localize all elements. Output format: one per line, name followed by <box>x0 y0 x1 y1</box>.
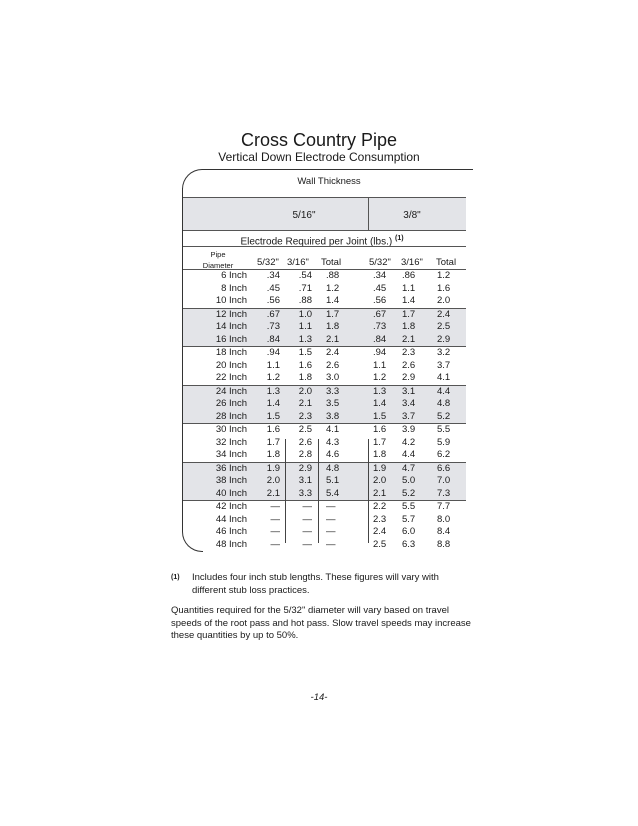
col-header-a-5-32: 5/32" <box>257 257 279 268</box>
wall-size-3-8: 3/8" <box>403 210 421 221</box>
table-row <box>183 309 466 322</box>
value-cell: 1.8 <box>298 372 312 383</box>
value-cell: 2.5 <box>373 538 387 550</box>
value-cell: 8.8 <box>437 538 451 550</box>
value-cell: 3.8 <box>326 410 340 422</box>
value-cell: 3.9 <box>402 424 416 435</box>
value-cell: 1.8 <box>326 321 340 332</box>
value-cell: 4.1 <box>326 424 340 435</box>
pipe-diameter-cell: 18 Inch <box>215 347 247 358</box>
value-cell: 1.1 <box>373 359 387 371</box>
table-row <box>183 501 466 514</box>
value-cell: 5.4 <box>326 487 340 499</box>
value-cell: .45 <box>266 282 280 294</box>
value-cell: — <box>270 501 280 512</box>
value-cell: — <box>270 526 280 537</box>
value-cell: — <box>270 513 280 525</box>
table-row <box>183 488 466 502</box>
value-cell: 4.8 <box>437 398 451 409</box>
value-cell: 2.3 <box>298 410 312 422</box>
value-cell: 3.1 <box>402 385 416 397</box>
table-row <box>183 295 466 309</box>
col-separator-2 <box>318 439 319 543</box>
table-row <box>183 437 466 450</box>
value-cell: 2.2 <box>373 501 387 512</box>
value-cell: 2.3 <box>402 347 416 358</box>
value-cell: 1.9 <box>373 462 387 474</box>
value-cell: 2.1 <box>266 487 280 499</box>
col-header-a-total: Total <box>321 257 342 268</box>
value-cell: .73 <box>266 321 280 332</box>
wall-size-5-16: 5/16" <box>292 210 316 221</box>
value-cell: 1.4 <box>402 295 416 306</box>
value-cell: .86 <box>402 270 416 281</box>
value-cell: 2.0 <box>373 475 387 486</box>
value-cell: 7.3 <box>437 487 451 499</box>
value-cell: 1.9 <box>266 462 280 474</box>
value-cell: — <box>302 501 312 512</box>
wall-thickness-label: Wall Thickness <box>297 176 361 187</box>
value-cell: 2.9 <box>298 462 312 474</box>
value-cell: .94 <box>373 347 387 358</box>
table-row <box>183 347 466 360</box>
value-cell: 2.4 <box>373 526 387 537</box>
value-cell: 1.1 <box>298 321 312 332</box>
pipe-diameter-cell: 34 Inch <box>215 449 247 460</box>
value-cell: 2.8 <box>298 449 312 460</box>
value-cell: 1.1 <box>266 359 280 371</box>
value-cell: 1.7 <box>326 308 340 320</box>
value-cell: .56 <box>373 295 387 306</box>
value-cell: 1.4 <box>373 398 387 409</box>
value-cell: 4.1 <box>437 372 451 383</box>
table-row <box>183 463 466 476</box>
value-cell: .34 <box>266 270 280 281</box>
value-cell: 4.4 <box>437 385 451 397</box>
table-row <box>183 372 466 386</box>
electrode-label-text: Electrode Required per Joint (lbs.) <box>240 236 393 248</box>
pipe-diameter-cell: 6 Inch <box>221 270 247 281</box>
page-title: Cross Country Pipe <box>240 130 398 150</box>
value-cell: 1.2 <box>266 372 280 383</box>
value-cell: 4.7 <box>402 462 416 474</box>
value-cell: .71 <box>298 282 312 294</box>
col-separator-1 <box>285 439 286 543</box>
value-cell: — <box>302 538 312 550</box>
value-cell: 6.0 <box>402 526 416 537</box>
table-body <box>183 270 466 551</box>
value-cell: 1.6 <box>437 282 451 294</box>
value-cell: 7.7 <box>437 501 451 512</box>
value-cell: 1.5 <box>373 410 387 422</box>
value-cell: 2.1 <box>326 333 340 345</box>
value-cell: .67 <box>266 308 280 320</box>
col-header-b-total: Total <box>436 257 457 268</box>
value-cell: 3.5 <box>326 398 340 409</box>
pipe-header-line1: Pipe <box>210 250 226 259</box>
table-row <box>183 526 466 539</box>
pipe-diameter-cell: 30 Inch <box>215 424 247 435</box>
value-cell: 2.4 <box>437 308 451 320</box>
value-cell: 3.3 <box>326 385 340 397</box>
footnote-text: Includes four inch stub lengths. These figures will vary with different stub loss practices. <box>192 572 439 596</box>
quantities-note: Quantities required for the 5/32" diameter will vary based on travel speeds of the root pass and hot pass. Slow travel speeds may increase these quantities by up to 50%. <box>171 605 471 641</box>
value-cell: 7.0 <box>437 475 451 486</box>
pipe-diameter-cell: 24 Inch <box>215 385 247 397</box>
value-cell: 8.4 <box>437 526 451 537</box>
value-cell: 2.6 <box>402 359 416 371</box>
table-row <box>183 334 466 348</box>
value-cell: 2.0 <box>266 475 280 486</box>
consumption-table <box>182 169 466 551</box>
col-header-b-5-32: 5/32" <box>369 257 391 268</box>
pipe-diameter-cell: 42 Inch <box>215 501 247 512</box>
value-cell: 1.0 <box>298 308 312 320</box>
table-row <box>183 321 466 334</box>
value-cell: 1.6 <box>266 424 280 435</box>
value-cell: — <box>326 513 336 525</box>
value-cell: 3.7 <box>437 359 451 371</box>
value-cell: 2.6 <box>298 436 312 448</box>
table-row <box>183 514 466 527</box>
value-cell: 1.2 <box>373 372 387 383</box>
footnote <box>171 572 471 597</box>
value-cell: 1.2 <box>326 282 340 294</box>
pipe-diameter-cell: 46 Inch <box>215 526 247 537</box>
value-cell: .54 <box>298 270 312 281</box>
table-row <box>183 283 466 296</box>
value-cell: 3.1 <box>298 475 312 486</box>
pipe-diameter-cell: 12 Inch <box>215 308 247 320</box>
table-row <box>183 411 466 425</box>
value-cell: .88 <box>326 270 340 281</box>
value-cell: — <box>326 501 336 512</box>
value-cell: .94 <box>266 347 280 358</box>
page-subtitle: Vertical Down Electrode Consumption <box>218 150 420 164</box>
value-cell: 5.7 <box>402 513 416 525</box>
value-cell: 2.6 <box>326 359 340 371</box>
pipe-diameter-cell: 36 Inch <box>215 462 247 474</box>
pipe-diameter-cell: 10 Inch <box>215 295 247 306</box>
value-cell: 5.2 <box>402 487 416 499</box>
value-cell: — <box>270 538 280 550</box>
value-cell: 1.1 <box>402 282 416 294</box>
value-cell: 3.7 <box>402 410 416 422</box>
pipe-diameter-cell: 44 Inch <box>215 513 247 525</box>
col-header-b-3-16: 3/16" <box>401 257 423 268</box>
value-cell: 5.0 <box>402 475 416 486</box>
value-cell: 1.4 <box>266 398 280 409</box>
table-row <box>183 398 466 411</box>
value-cell: 8.0 <box>437 513 451 525</box>
table-row <box>183 424 466 437</box>
value-cell: 1.3 <box>373 385 387 397</box>
value-cell: .84 <box>266 333 280 345</box>
value-cell: 5.5 <box>402 501 416 512</box>
value-cell: 2.0 <box>437 295 451 306</box>
value-cell: 1.3 <box>266 385 280 397</box>
value-cell: 1.7 <box>266 436 280 448</box>
table-row <box>183 360 466 373</box>
table-row <box>183 539 466 552</box>
value-cell: 1.7 <box>402 308 416 320</box>
value-cell: 1.2 <box>437 270 451 281</box>
value-cell: 2.5 <box>298 424 312 435</box>
value-cell: 5.9 <box>437 436 451 448</box>
value-cell: 2.4 <box>326 347 340 358</box>
table-row <box>183 386 466 399</box>
value-cell: 4.2 <box>402 436 416 448</box>
pipe-diameter-cell: 40 Inch <box>215 487 247 499</box>
value-cell: 1.3 <box>298 333 312 345</box>
value-cell: 2.1 <box>402 333 416 345</box>
value-cell: 1.5 <box>266 410 280 422</box>
value-cell: 6.2 <box>437 449 451 460</box>
footnote-mark: (1) <box>171 574 180 581</box>
value-cell: 2.9 <box>402 372 416 383</box>
value-cell: 2.3 <box>373 513 387 525</box>
value-cell: 4.3 <box>326 436 340 448</box>
pipe-diameter-header <box>190 249 246 271</box>
value-cell: .45 <box>373 282 387 294</box>
value-cell: .84 <box>373 333 387 345</box>
electrode-footnote-mark: (1) <box>394 235 404 242</box>
value-cell: — <box>326 526 336 537</box>
col-separator-3 <box>368 439 369 543</box>
value-cell: 2.1 <box>373 487 387 499</box>
value-cell: .67 <box>373 308 387 320</box>
value-cell: 5.1 <box>326 475 340 486</box>
wall-size-divider <box>368 197 369 230</box>
value-cell: 3.2 <box>437 347 451 358</box>
pipe-diameter-cell: 48 Inch <box>215 538 247 550</box>
value-cell: 6.3 <box>402 538 416 550</box>
pipe-diameter-cell: 16 Inch <box>215 333 247 345</box>
value-cell: 2.9 <box>437 333 451 345</box>
value-cell: 1.4 <box>326 295 340 306</box>
value-cell: 5.2 <box>437 410 451 422</box>
value-cell: 2.1 <box>298 398 312 409</box>
pipe-diameter-cell: 32 Inch <box>215 436 247 448</box>
pipe-diameter-cell: 38 Inch <box>215 475 247 486</box>
value-cell: .56 <box>266 295 280 306</box>
table-row <box>183 475 466 488</box>
col-header-a-3-16: 3/16" <box>287 257 309 268</box>
value-cell: 3.3 <box>298 487 312 499</box>
pipe-header-line2: Diameter <box>202 261 234 270</box>
value-cell: 4.4 <box>402 449 416 460</box>
table-row <box>183 449 466 463</box>
pipe-diameter-cell: 8 Inch <box>221 282 247 294</box>
value-cell: — <box>302 526 312 537</box>
value-cell: 4.6 <box>326 449 340 460</box>
value-cell: 3.0 <box>326 372 340 383</box>
pipe-diameter-cell: 14 Inch <box>215 321 247 332</box>
value-cell: 1.8 <box>402 321 416 332</box>
value-cell: — <box>326 538 336 550</box>
value-cell: .88 <box>298 295 312 306</box>
pipe-diameter-cell: 22 Inch <box>215 372 247 383</box>
sub-header-divider <box>183 246 466 247</box>
value-cell: 1.7 <box>373 436 387 448</box>
pipe-diameter-cell: 26 Inch <box>215 398 247 409</box>
value-cell: 1.5 <box>298 347 312 358</box>
value-cell: 6.6 <box>437 462 451 474</box>
value-cell: 1.8 <box>373 449 387 460</box>
value-cell: 2.0 <box>298 385 312 397</box>
value-cell: 1.6 <box>373 424 387 435</box>
value-cell: 2.5 <box>437 321 451 332</box>
page-number: -14- <box>310 692 328 703</box>
value-cell: 4.8 <box>326 462 340 474</box>
value-cell: 1.8 <box>266 449 280 460</box>
value-cell: .73 <box>373 321 387 332</box>
value-cell: .34 <box>373 270 387 281</box>
value-cell: — <box>302 513 312 525</box>
value-cell: 3.4 <box>402 398 416 409</box>
pipe-diameter-cell: 28 Inch <box>215 410 247 422</box>
value-cell: 5.5 <box>437 424 451 435</box>
pipe-diameter-cell: 20 Inch <box>215 359 247 371</box>
value-cell: 1.6 <box>298 359 312 371</box>
table-row <box>183 270 466 283</box>
